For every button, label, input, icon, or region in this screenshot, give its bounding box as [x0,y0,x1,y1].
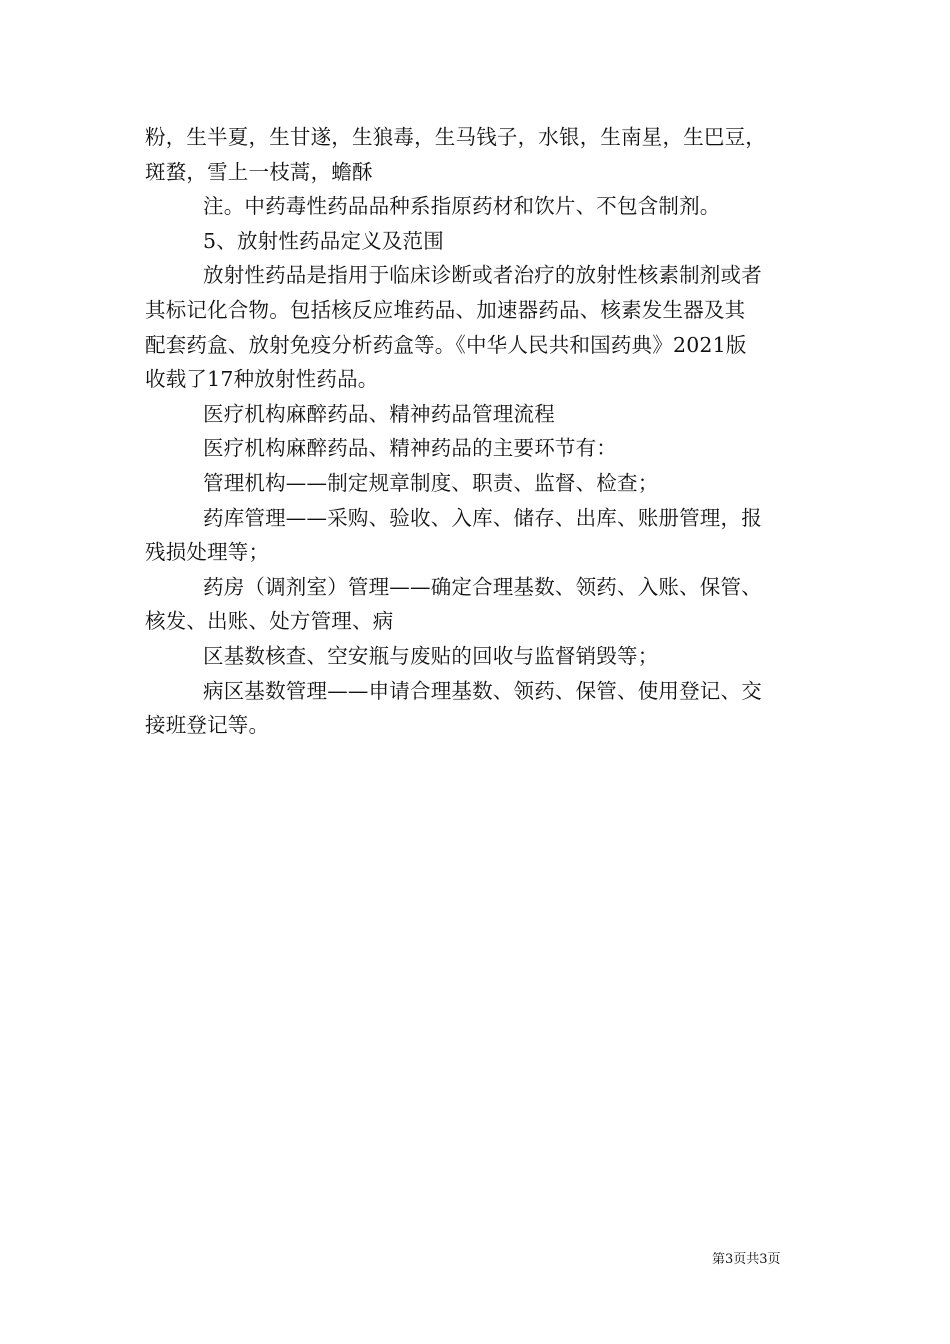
text-line: 病区基数管理——申请合理基数、领药、保管、使用登记、交 [203,678,762,703]
section-heading: 医疗机构麻醉药品、精神药品管理流程 [203,401,555,426]
text-line: 注。中药毒性药品品种系指原药材和饮片、不包含制剂。 [203,194,721,219]
text-line: 药房（调剂室）管理——确定合理基数、领药、入账、保管、 [203,574,762,599]
text-line: 区基数核查、空安瓶与废贴的回收与监督销毁等； [203,643,659,668]
text-line: 粉，生半夏，生甘遂，生狼毒，生马钱子，水银，生南星，生巴豆， [145,125,766,149]
text-line: 管理机构——制定规章制度、职责、监督、检查； [203,470,659,495]
text-line: 残损处理等； [145,540,270,565]
text-line: 核发、出账、处方管理、病 [145,609,394,634]
text-line: 斑蝥，雪上一枝蒿，蟾酥 [145,159,373,184]
text-line: 其标记化合物。包括核反应堆药品、加速器药品、核素发生器及其 [145,297,746,322]
document-body [145,120,815,743]
text-line: 配套药盒、放射免疫分析药盒等。《中华人民共和国药典》2021版 [145,332,747,357]
text-line: 收载了17种放射性药品。 [145,367,379,392]
text-line: 放射性药品是指用于临床诊断或者治疗的放射性核素制剂或者 [203,263,762,288]
section-heading: 5、放射性药品定义及范围 [203,228,444,253]
page-number: 第3页共3页 [712,1252,781,1267]
text-line: 医疗机构麻醉药品、精神药品的主要环节有： [203,436,617,461]
text-line: 接班登记等。 [145,713,270,738]
text-line: 药库管理——采购、验收、入库、储存、出库、账册管理，报 [203,505,762,530]
